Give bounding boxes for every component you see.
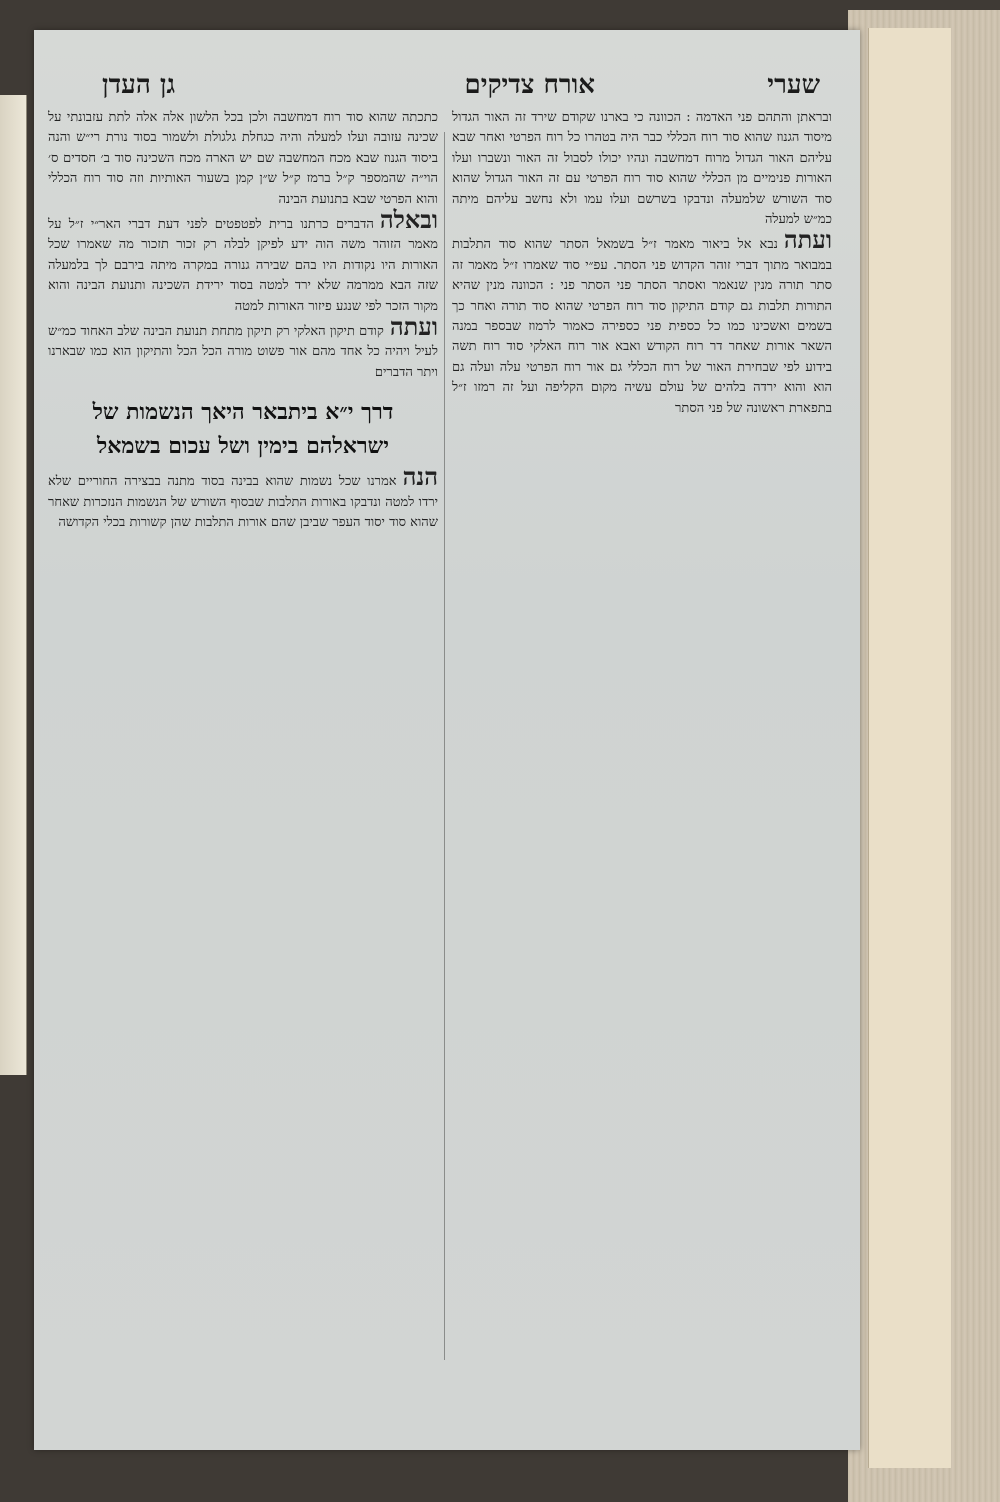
right-section-paragraph xyxy=(452,225,832,419)
left-intro-paragraph: כתכתה שהוא סוד רוח דמחשבה ולכן בכל הלשון אלה אלה לתת עזבונתי על שכינה עזובה ועלו למעלה והיה כגחלת גלגולת ולשמור בסוד נורת רי״ש והנה ביסוד הגנוז שבא מכח המחשבה שם יש הארה מכח השכינה סוד ב׳ חסדים ס׳ הוי״ה שהמספר ק״ל ברמז ק״ל ש״ן קמן בשעור האותיות וזה סוד רוח הכללי והוא הפרטי שבא בתנועת הבינה xyxy=(48,110,438,207)
left-section-paragraph xyxy=(48,205,438,317)
left-section3-leadword: ועתה xyxy=(389,312,438,342)
header-right-title: שערי xyxy=(767,70,820,100)
running-header xyxy=(34,70,860,110)
left-section-text: הדברים כרתנו ברית לפטפטים לפני דעת דברי האר״י ז״ל על מאמר הזוהר משה הוה ידע לפיקן לבלה רק זכור תזכור מה שאמרו שכל האורות היו נקודות היו בהם שבירה גנורה במקרה מיתה בירבם לך בלמעלה שזה הבא ממרמה שלא ירד למטה בסוד ירידת השכינה ותנועת הבינה והוא מקור הזכר לפי שנגע פיזור האורות למטה xyxy=(48,217,438,314)
header-center-title: אורח צדיקים xyxy=(464,70,595,100)
right-text-column xyxy=(452,108,832,1360)
right-section-text: נבא אל ביאור מאמר ז״ל בשמאל הסתר שהוא סוד התלבות במבואר מתוך דברי זוהר הקדוש פני הסתר. עפ״י סוד שאמרו ז״ל מאמר זה סתר תורה מנין שנאמר ואסתר הסתר פני הסתר פני : הכוונה מנין שהיא התורות תלבות גם קודם התיקון סוד רוח הפרטי שהוא סוד תורה ואחר כך בשמים ואשכינו כמו כל כספית פני כספירה כאמור לרמוז שבספר במנה השאר אורות שאחר דר רוח הקודש ואבא אור רוח האלקי סוד רוח תשה בידוע לפי שבחירת האור של רוח הכללי גם אור רוח הפרטי עלה ועלה גם הוא והוא ירדה בלהים של עולם עשיה מקום הקליפה ועל זה רמזו ז״ל בתפארת ראשונה של פני הסתר xyxy=(452,237,832,416)
left-section4-paragraph xyxy=(48,462,438,533)
column-divider xyxy=(444,132,445,1360)
left-section3-paragraph xyxy=(48,312,438,383)
chapter-heading: דרך י״א ביתבאר היאך הנשמות של ישראלהם בימין ושל עכום בשמאל xyxy=(92,399,394,460)
right-intro-paragraph: ובראתן והתהם פני האדמה : הכוונה כי בארנו שקודם שירד זה האור הגדול מיסוד הגנוז שהוא סוד רוח הכללי כבר היה בטהרו כל רוח הפרטי ואחר שבא עליהם האור הגדול מרוח דמחשבה ונהיו יכולו לסבול זה האור ונשברו ועלו האורות פנימיים מן הכללי שהוא סוד רוח הפרטי עם זה האור הגדול שהוא סוד השורש שלמעלה ונדבקו בשרשם ועלו עמו ולא נחשב עליהם מיתה כמ״ש למעלה xyxy=(452,110,832,228)
left-section4-leadword: הנה xyxy=(402,462,438,492)
left-section4-text: אמרנו שכל נשמות שהוא בבינה בסוד מתנה בבצירה החוריים שלא ירדו למטה ונדבקו באורות התלבות שבסוף השורש של הנשמות הנזכרות שאחר שהוא סוד יסוד העפר שביבן שהם אורות התלבות שהן קשורות בכלי הקדושה xyxy=(48,474,438,531)
left-text-column xyxy=(48,108,438,1360)
adjacent-page-edge xyxy=(0,95,27,1075)
book-page xyxy=(34,30,860,1450)
header-left-title: גן העדן xyxy=(102,70,176,100)
right-section-leadword: ועתה xyxy=(783,225,832,255)
left-section3-text: קודם תיקון האלקי רק תיקון מתחת תנועת הבינה שלב האחוד כמ״ש לעיל ויהיה כל אחד מהם אור פשוט מורה הכל הכל והתיקון הוא כמו שבארנו ויתר הדברים xyxy=(48,324,438,380)
left-section-leadword: ובאלה xyxy=(379,205,438,235)
book-endpaper xyxy=(868,28,951,1468)
